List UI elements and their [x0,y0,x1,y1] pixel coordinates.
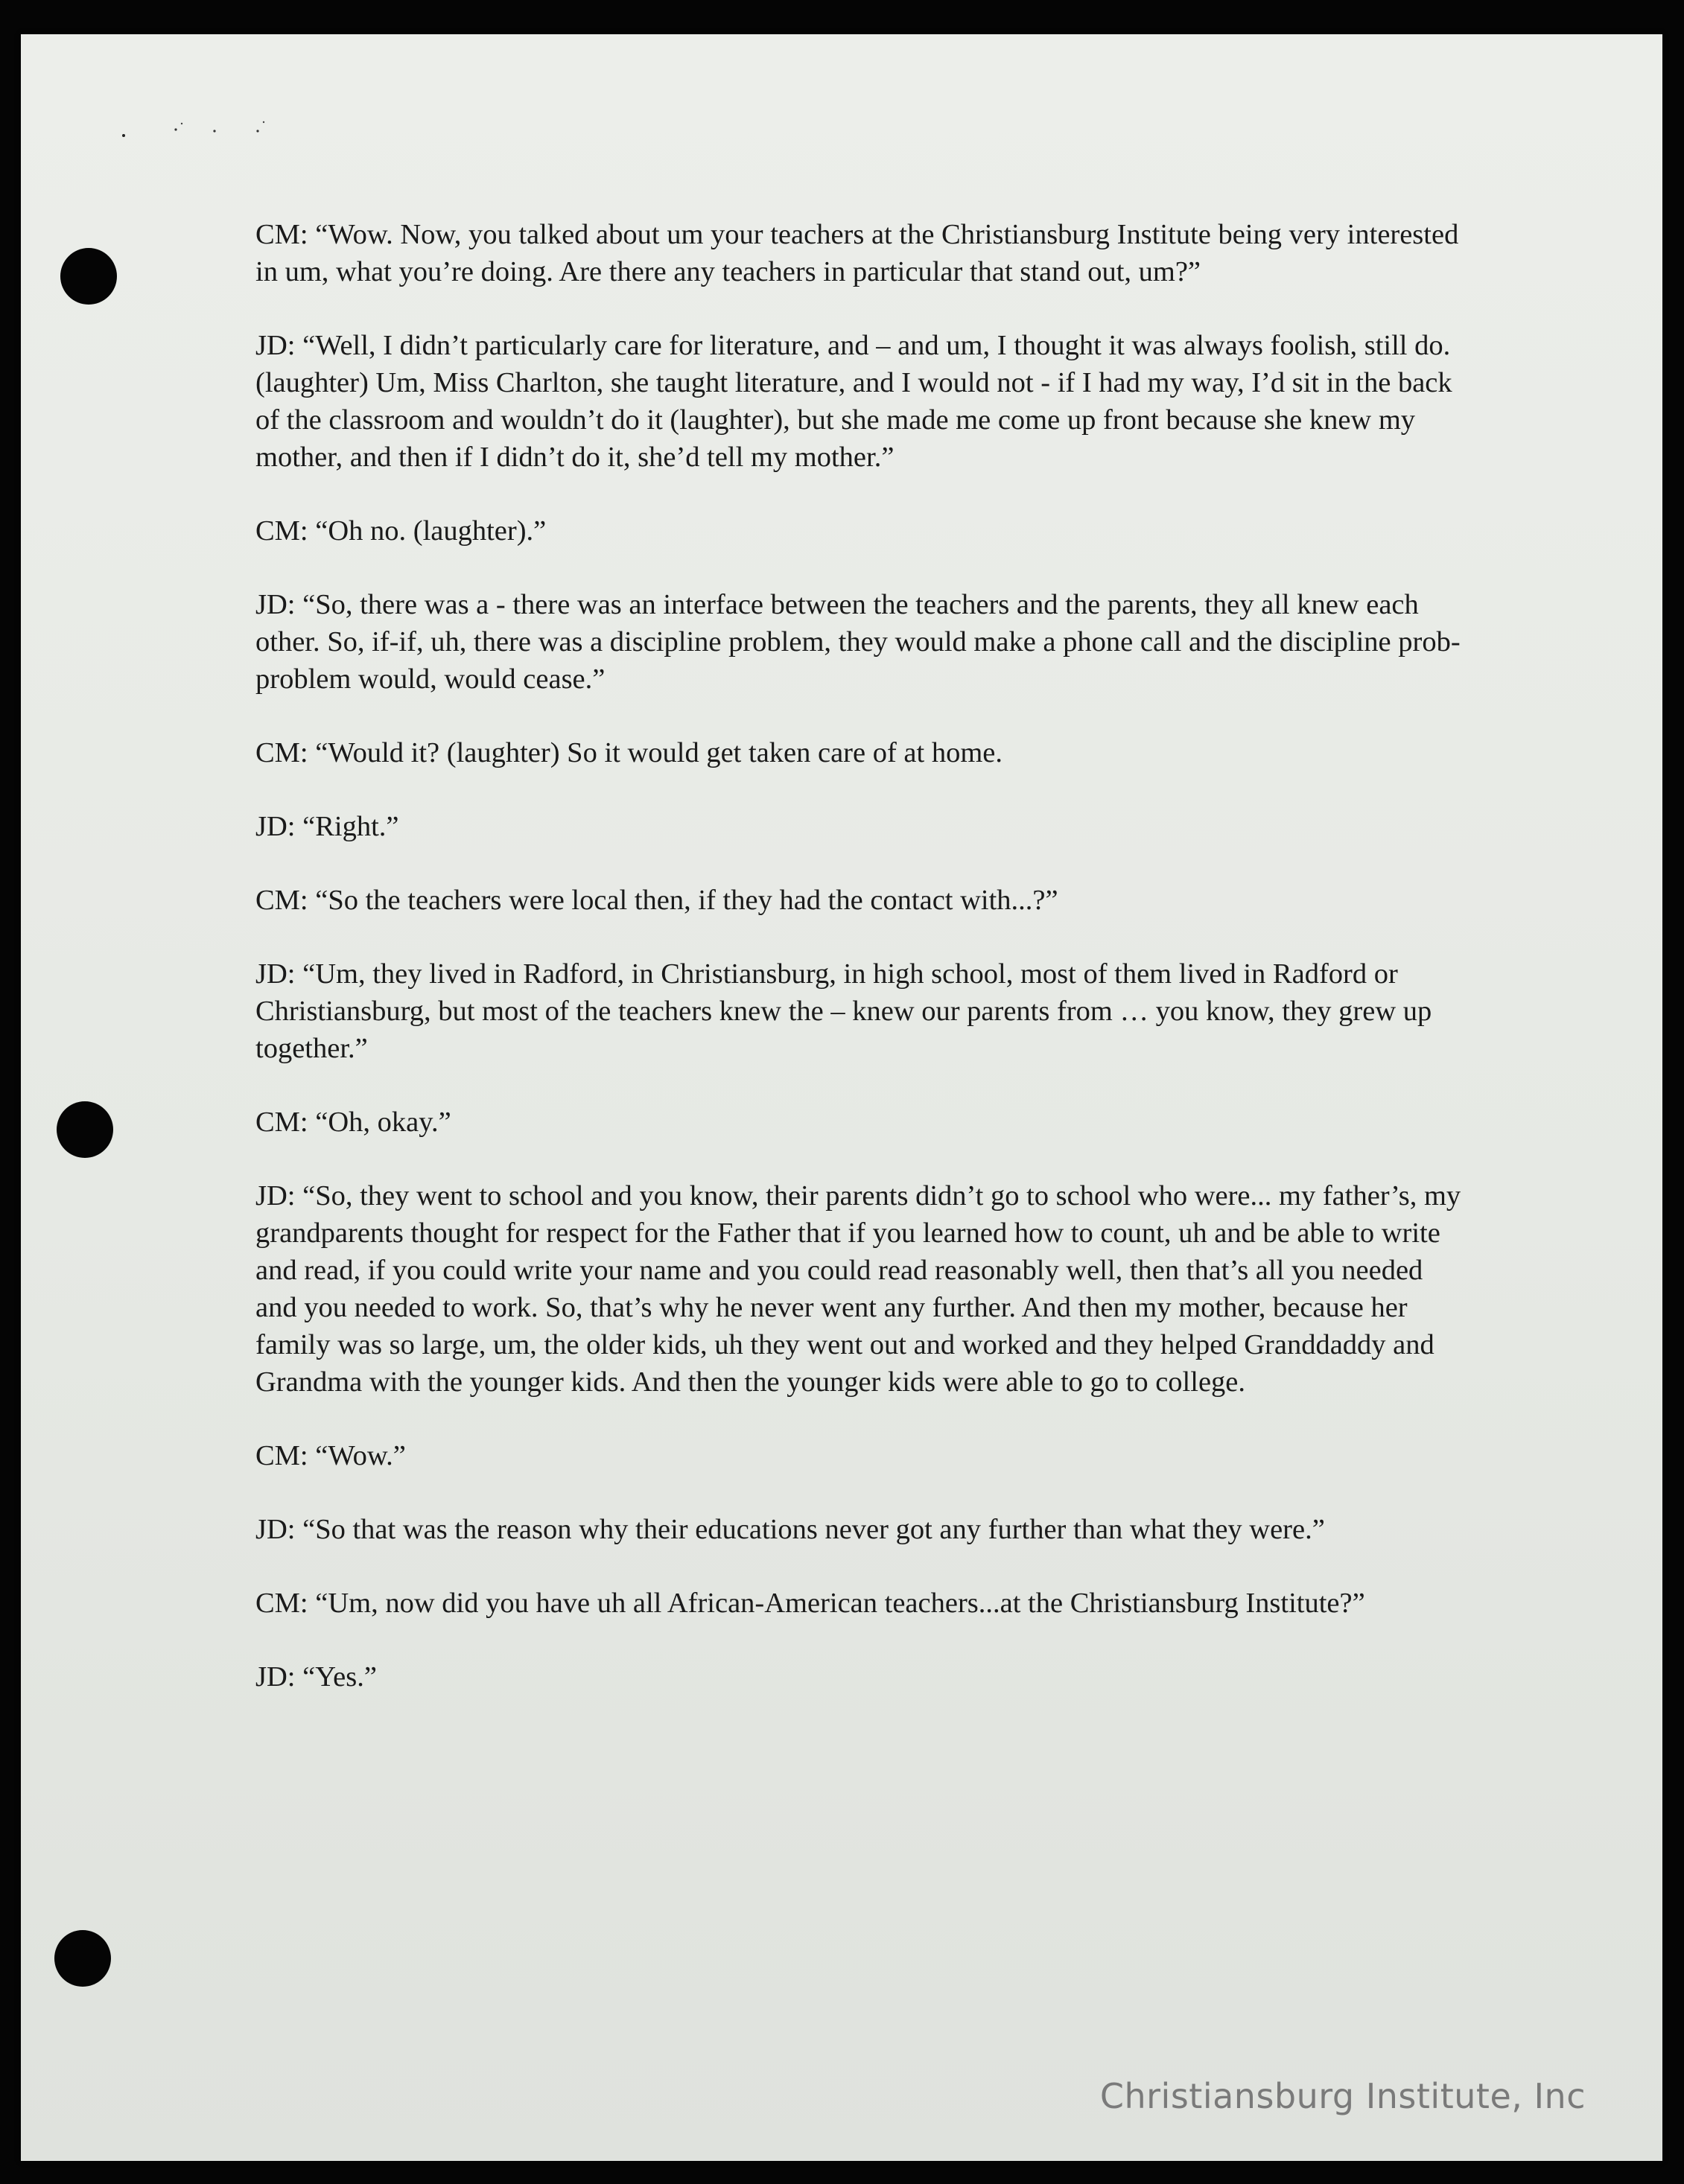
punch-hole-top [60,248,117,305]
archive-watermark: Christiansburg Institute, Inc [1099,2076,1586,2116]
transcript-paragraph: JD: “So, they went to school and you know, their parents didn’t go to school who were... my father’s, my grandparents thought for respect for the Father that if you learned how to count, uh and be able to write and read, if you could write your name and you could read reasonably well, then that’s all you needed and you needed to work. So, that’s why he never went any further. And then my mother, because her family was so large, um, the older kids, uh they went out and worked and they helped Granddaddy and Grandma with the younger kids. And then the younger kids were able to go to college. [255,1180,1461,1398]
interview-transcript [255,216,1462,1732]
transcript-paragraph: JD: “Well, I didn’t particularly care for literature, and – and um, I thought it was always foolish, still do. (laughter) Um, Miss Charlton, she taught literature, and I would not - if I had my way, I’d sit in the back of the classroom and wouldn’t do it (laughter), but she made me come up front because she knew my mother, and then if I didn’t do it, she’d tell my mother.” [255,330,1452,473]
punch-hole-middle [57,1101,113,1158]
document-page [21,34,1662,2161]
transcript-paragraph: CM: “Wow.” [255,1440,406,1471]
transcript-paragraph: CM: “Oh no. (laughter).” [255,515,547,547]
transcript-paragraph: JD: “Right.” [255,811,399,842]
transcript-paragraph: CM: “Would it? (laughter) So it would get taken care of at home. [255,737,1003,768]
transcript-paragraph: CM: “Um, now did you have uh all African-American teachers...at the Christiansburg Institute?” [255,1588,1365,1619]
transcript-paragraph: CM: “Oh, okay.” [255,1107,451,1138]
transcript-paragraph: JD: “Yes.” [255,1661,377,1693]
transcript-paragraph: JD: “So that was the reason why their educations never got any further than what they were.” [255,1514,1325,1545]
paper-specks [95,101,289,146]
punch-hole-bottom [54,1930,111,1987]
transcript-paragraph: CM: “So the teachers were local then, if they had the contact with...?” [255,885,1058,916]
transcript-paragraph: JD: “So, there was a - there was an interface between the teachers and the parents, they all knew each other. So, if-if, uh, there was a discipline problem, they would make a phone call and the discipline prob-problem would, would cease.” [255,589,1461,695]
transcript-paragraph: CM: “Wow. Now, you talked about um your teachers at the Christiansburg Institute being very interested in um, what you’re doing. Are there any teachers in particular that stand out, um?” [255,219,1459,287]
transcript-paragraph: JD: “Um, they lived in Radford, in Christiansburg, in high school, most of them lived in Radford or Christiansburg, but most of the teachers knew the – knew our parents from … you know, they grew up together.” [255,958,1432,1064]
